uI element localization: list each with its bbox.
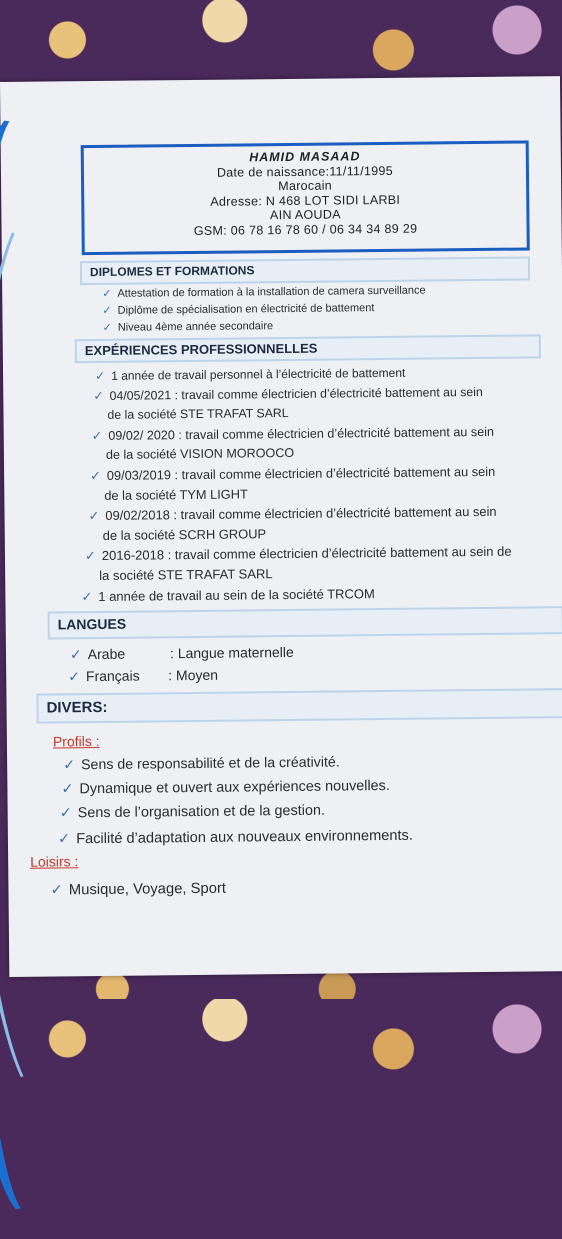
- check-icon: ✓: [88, 507, 100, 524]
- list-item: ✓ 09/02/2018 : travail comme électricien d’électricité battement au sein: [88, 503, 497, 524]
- check-icon: ✓: [93, 388, 104, 404]
- profils-label: Profils :: [52, 732, 100, 750]
- check-icon: ✓: [50, 882, 63, 899]
- check-icon: ✓: [102, 287, 112, 300]
- birth-date: Date de naissance:11/11/1995: [216, 163, 394, 180]
- list-item: ✓ Musique, Voyage, Sport: [50, 880, 227, 899]
- check-icon: ✓: [63, 757, 76, 774]
- check-icon: ✓: [84, 548, 96, 564]
- list-item: ✓ 04/05/2021 : travail comme électricien d’électricité battement au sein: [93, 384, 483, 404]
- section-divers: [36, 688, 562, 724]
- loisirs-label: Loisirs :: [30, 853, 79, 870]
- section-title: DIPLOMES ET FORMATIONS: [89, 263, 255, 280]
- language-row: ✓ Arabe: [69, 645, 126, 663]
- list-item: ✓ Facilité d’adaptation aux nouveaux environnements.: [57, 827, 413, 848]
- section-experiences: [75, 334, 541, 363]
- section-title: EXPÉRIENCES PROFESSIONNELLES: [84, 340, 318, 359]
- person-name: HAMID MASAAD: [249, 149, 361, 165]
- phone: GSM: 06 78 16 78 60 / 06 34 34 89 29: [193, 221, 418, 238]
- check-icon: ✓: [81, 589, 93, 605]
- list-item: ✓ 09/02/ 2020 : travail comme électricien d’électricité battement au sein: [91, 424, 495, 444]
- address-line: AIN AOUDA: [269, 207, 341, 223]
- list-item-continuation: de la société STE TRAFAT SARL: [107, 405, 289, 422]
- section-title: DIVERS:: [46, 698, 108, 717]
- cv-page: [0, 76, 562, 977]
- check-icon: ✓: [68, 668, 81, 685]
- list-item: ✓ Attestation de formation à la installation de camera surveillance: [102, 284, 426, 300]
- list-item: ✓ 1 année de travail personnel à l’électricité de battement: [95, 365, 406, 384]
- check-icon: ✓: [69, 646, 82, 663]
- list-item-continuation: de la société SCRH GROUP: [102, 526, 267, 543]
- list-item: ✓ Niveau 4ème année secondaire: [102, 320, 274, 334]
- check-icon: ✓: [102, 321, 112, 334]
- list-item-continuation: de la société VISION MOROOCO: [105, 445, 295, 462]
- address-line: Adresse: N 468 LOT SIDI LARBI: [210, 192, 401, 209]
- language-level: : Moyen: [168, 666, 219, 684]
- list-item: ✓ 1 année de travail au sein de la société TRCOM: [81, 586, 375, 605]
- list-item: ✓ 2016-2018 : travail comme électricien d’électricité battement au sein de: [84, 543, 512, 564]
- check-icon: ✓: [57, 831, 71, 848]
- section-langues: [48, 606, 562, 639]
- check-icon: ✓: [102, 304, 112, 317]
- list-item: ✓ 09/03/2019 : travail comme électricien d’électricité battement au sein: [90, 463, 496, 484]
- language-row: ✓ Français: [68, 667, 140, 685]
- list-item: ✓ Dynamique et ouvert aux expériences nouvelles.: [61, 777, 390, 798]
- section-diplomes: [80, 256, 530, 285]
- check-icon: ✓: [91, 428, 103, 444]
- language-level: : Langue maternelle: [169, 643, 294, 662]
- header-box: [81, 140, 530, 255]
- nationality: Marocain: [278, 178, 333, 194]
- list-item: ✓ Sens de responsabilité et de la créativité.: [63, 754, 340, 774]
- check-icon: ✓: [59, 805, 72, 822]
- list-item-continuation: de la société TYM LIGHT: [104, 486, 248, 503]
- section-title: LANGUES: [57, 615, 127, 633]
- list-item-continuation: la société STE TRAFAT SARL: [99, 566, 273, 583]
- check-icon: ✓: [90, 467, 101, 484]
- check-icon: ✓: [95, 368, 106, 384]
- check-icon: ✓: [61, 781, 74, 798]
- list-item: ✓ Sens de l’organisation et de la gestion.: [59, 802, 326, 822]
- list-item: ✓ Diplôme de spécialisation en électricité de battement: [102, 302, 375, 317]
